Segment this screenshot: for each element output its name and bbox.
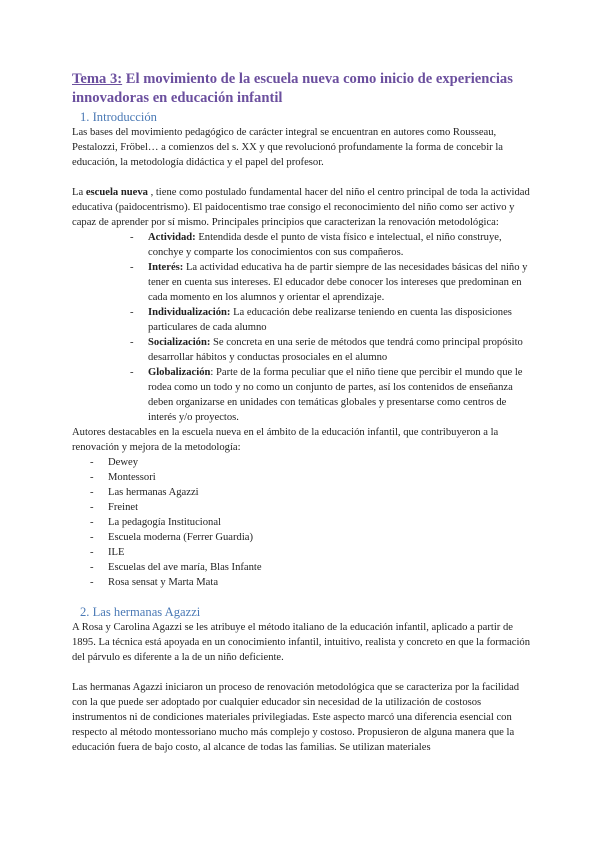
bullet-dash: - [130, 367, 134, 378]
list-item: - Individualización: La educación debe realizarse teniendo en cuenta las disposiciones particulares de cada alumno [130, 307, 512, 333]
principle-term: Individualización: [148, 307, 231, 318]
section-heading-introduccion: 1. Introducción [80, 110, 157, 124]
paragraph: A Rosa y Carolina Agazzi se les atribuye el método italiano de la educación infantil, aplicado a partir de 1895. La técnica está apoyada en un conocimiento infantil, intuitivo, realista y concreto en que la formación del párvulo es diferente a la de un niño deficiente. [72, 622, 531, 663]
list-item: - Socialización: Se concreta en una serie de métodos que tendrá como principal propósito desarrollar hábitos y conductas prosociales en el alumno [130, 337, 523, 363]
bold-term: escuela nueva [85, 187, 148, 198]
authors-list [72, 455, 530, 590]
list-item: - ILE [90, 547, 125, 558]
document-title [72, 70, 530, 108]
principle-term: Actividad: [148, 232, 196, 243]
list-item: - Globalización: Parte de la forma peculiar que el niño tiene que percibir el mundo que le rodea como un todo y no como un conjunto de partes, así los contenidos de enseñanza deben organizarse en unidades con temáticas globales y presentarse como centros de interés y/o proyectos. [130, 367, 523, 423]
bullet-dash: - [130, 337, 134, 348]
title-text: El movimiento de la escuela nueva como inicio de experiencias innovadoras en educación infantil [72, 71, 513, 106]
list-item: - Actividad: Entendida desde el punto de vista físico e intelectual, el niño construye, conchye y comparte los conocimientos con sus compañeros. [130, 232, 502, 258]
title-label: Tema 3: [72, 71, 123, 87]
bullet-dash: - [130, 262, 134, 273]
paragraph: Las hermanas Agazzi iniciaron un proceso de renovación metodológica que se caracteriza por la facilidad con la que puede ser adoptado por cualquier educador sin necesidad de la utilización de costosos instrumentos ni de condiciones materiales privilegiadas. Este aspecto marcó una diferencia esencial con respecto al método montessoriano mucho más complejo y costoso. Propusieron de alguna manera que la educación fuera de bajo costo, al alcance de todas las familias. Se utilizan materiales [72, 682, 520, 753]
list-item: - Dewey [90, 457, 139, 468]
section-heading-agazzi: 2. Las hermanas Agazzi [80, 605, 201, 619]
list-item: - Montessori [90, 472, 156, 483]
paragraph: Las bases del movimiento pedagógico de carácter integral se encuentran en autores como Rousseau, Pestalozzi, Fröbel… a comienzos del s. XX y que revolucionó profundamente la forma de concebir la educación, la metodología didáctica y el papel del profesor. [72, 127, 503, 168]
document-page [72, 70, 530, 755]
list-item: - Freinet [90, 502, 139, 513]
bullet-dash: - [130, 307, 134, 318]
list-item: - Escuelas del ave maría, Blas Infante [90, 562, 262, 573]
principles-list [72, 230, 530, 425]
list-item: - Rosa sensat y Marta Mata [90, 577, 219, 588]
bullet-dash: - [130, 232, 134, 243]
paragraph: Autores destacables en la escuela nueva en el ámbito de la educación infantil, que contribuyeron a la renovación y mejora de la metodología: [72, 427, 499, 453]
list-item: - La pedagogía Institucional [90, 517, 221, 528]
list-item: - Interés: La actividad educativa ha de partir siempre de las necesidades básicas del niño y tener en cuenta sus intereses. El educador debe conocer los intereses que predominan en cada momento en los alumnos y orientar el aprendizaje. [130, 262, 528, 303]
principle-term: Socialización: [148, 337, 211, 348]
principle-term: Interés: [148, 262, 184, 273]
paragraph: La escuela nueva , tiene como postulado fundamental hacer del niño el centro principal de toda la actividad educativa (paidocentrismo). El paidocentismo trae consigo el reconocimiento del niño como ser activo y capaz de aprender por sí mismo. Principales principios que caracterizan la renovación metodológica: [72, 187, 530, 228]
list-item: - Escuela moderna (Ferrer Guardia) [90, 532, 254, 543]
principle-term: Globalización [148, 367, 211, 378]
list-item: - Las hermanas Agazzi [90, 487, 199, 498]
